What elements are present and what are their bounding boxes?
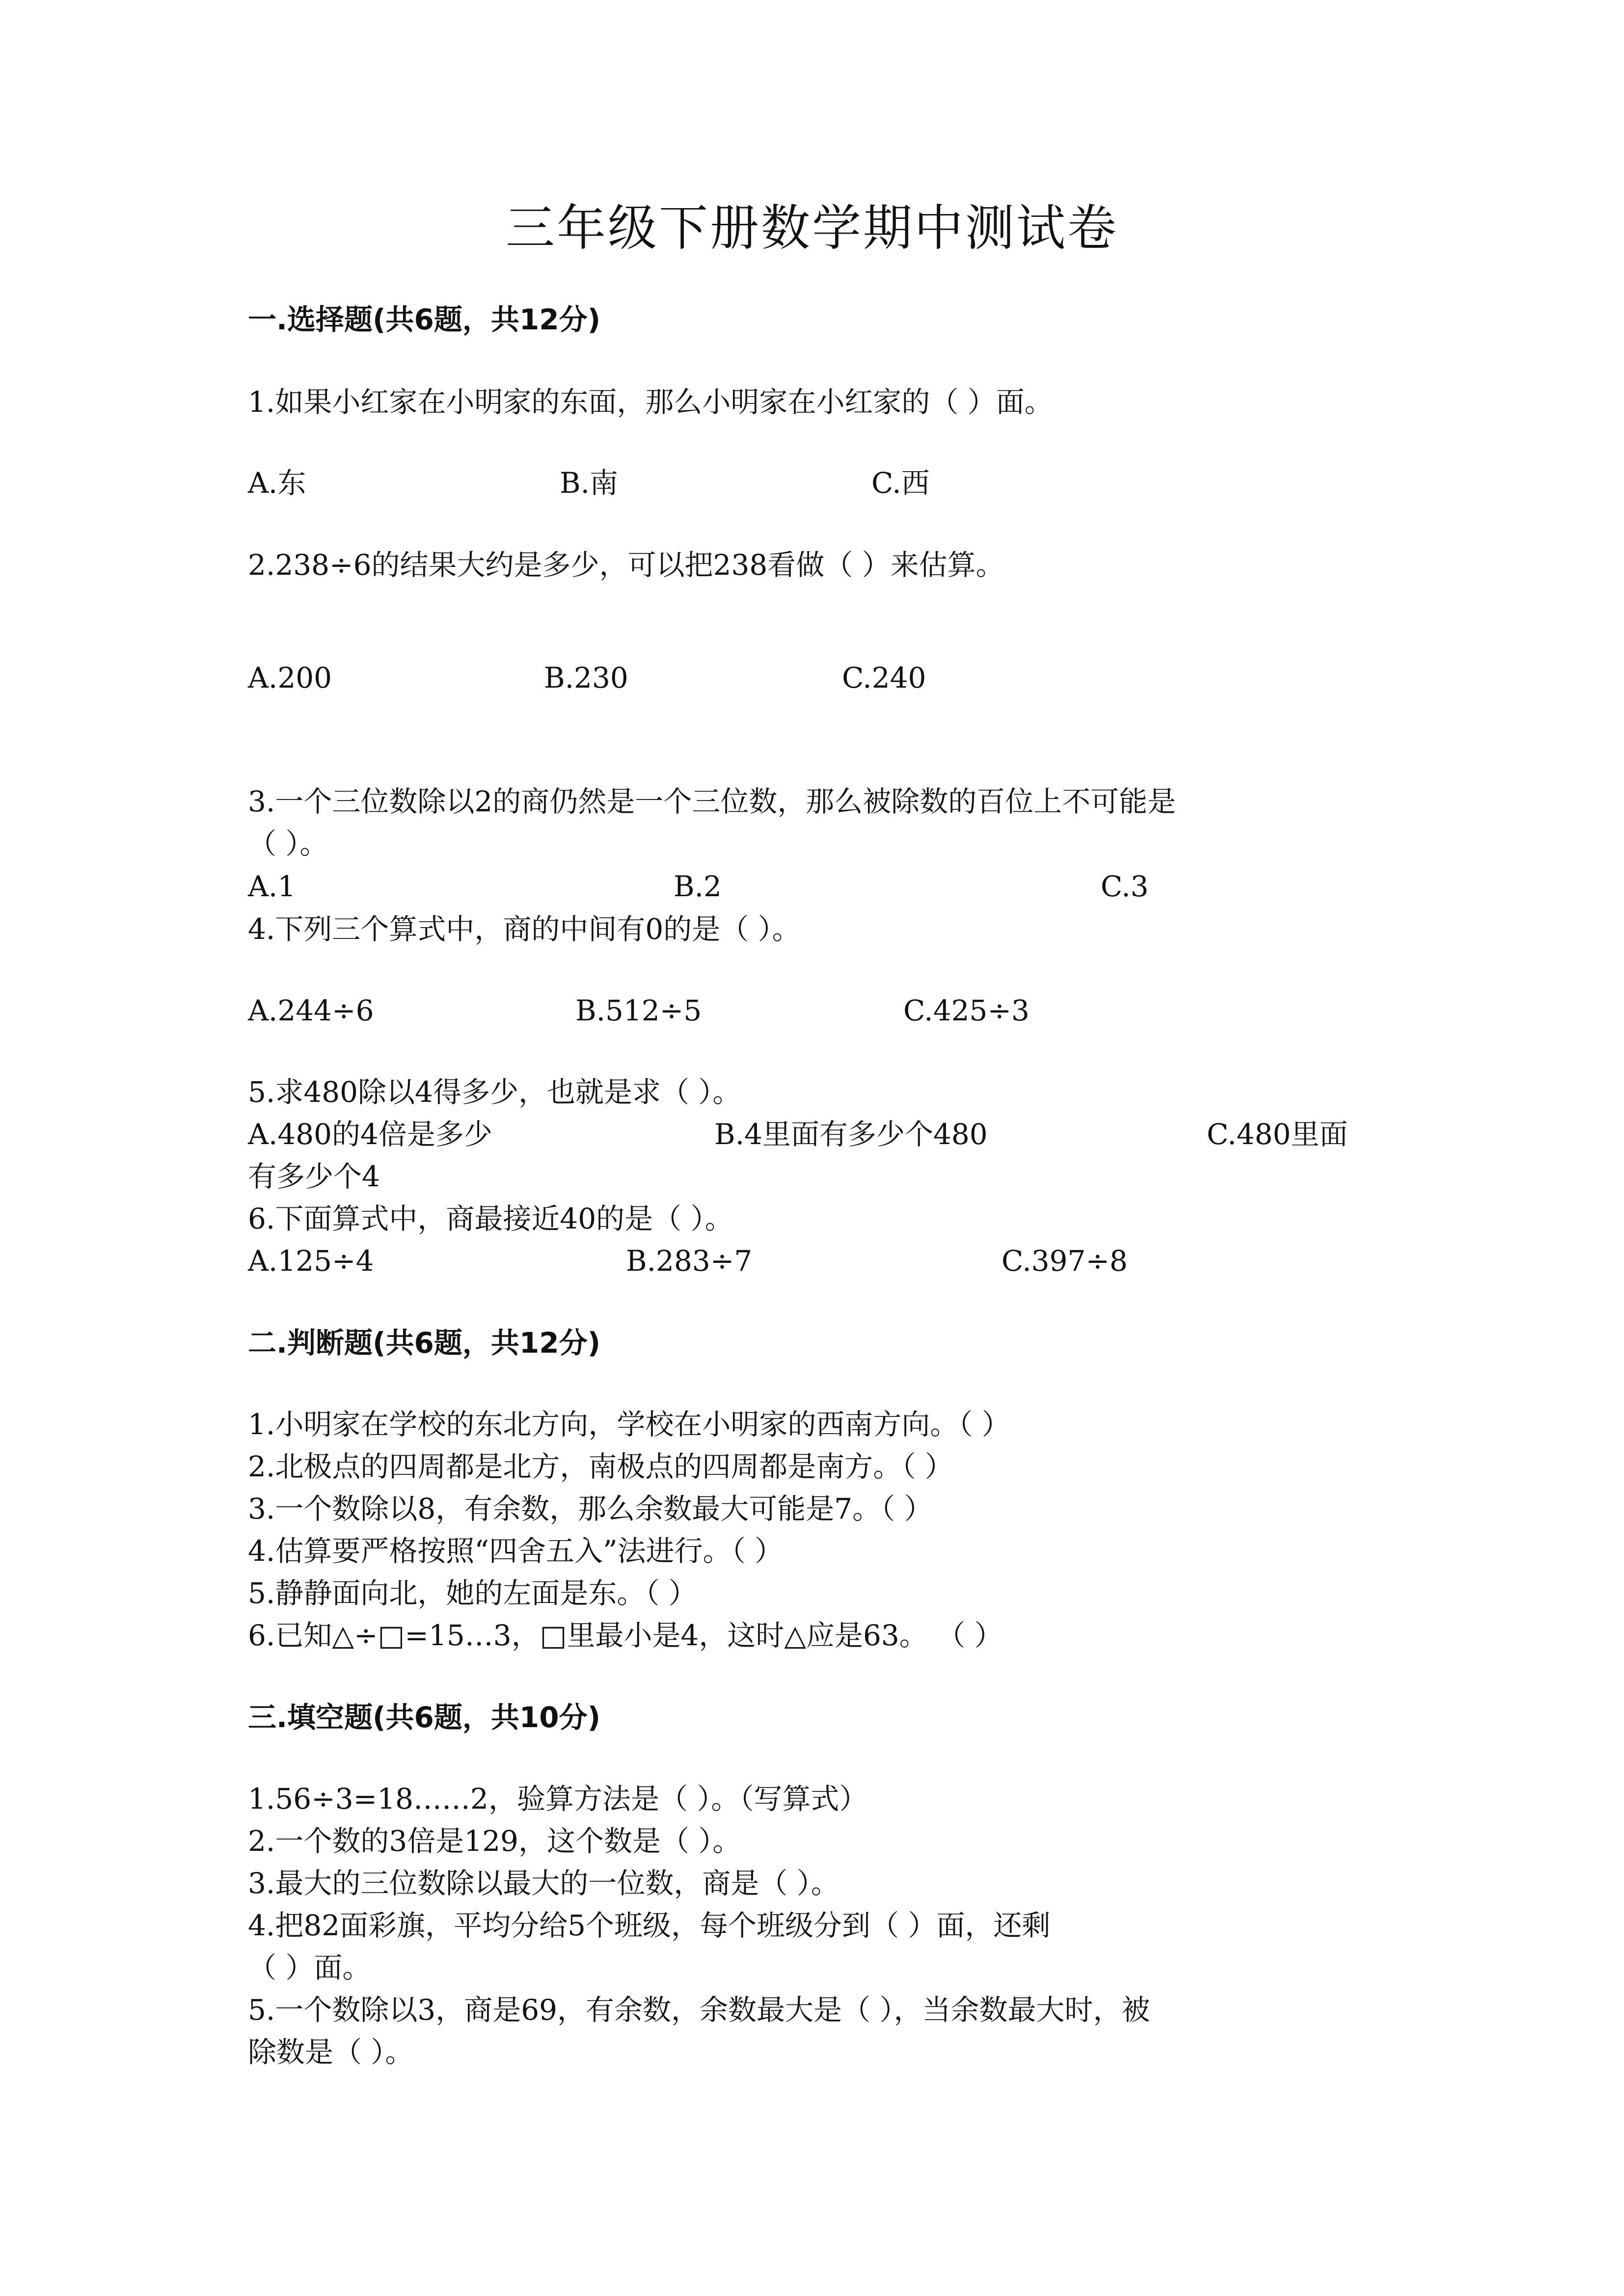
q2-option-a: A.200 (248, 661, 332, 694)
q6-option-c: C.397÷8 (1001, 1244, 1128, 1278)
q3-option-b: B.2 (674, 870, 722, 903)
judge-item-6: 6.已知△÷□=15…3，□里最小是4，这时△应是63。 （ ） (248, 1619, 1003, 1652)
q6-option-a: A.125÷4 (248, 1244, 374, 1278)
q3-option-a: A.1 (248, 870, 296, 903)
q1-option-b: B.南 (560, 466, 619, 500)
q2-stem: 2.238÷6的结果大约是多少，可以把238看做（ ）来估算。 (248, 548, 1004, 582)
q3-option-c: C.3 (1101, 870, 1149, 903)
q1-option-c: C.西 (871, 466, 930, 500)
judge-item-3: 3.一个数除以8，有余数，那么余数最大可能是7。（ ） (248, 1492, 933, 1525)
q5-stem: 5.求480除以4得多少，也就是求（ ）。 (248, 1075, 741, 1109)
judge-item-2: 2.北极点的四周都是北方，南极点的四周都是南方。（ ） (248, 1450, 953, 1483)
section-heading-fill: 三.填空题(共6题，共10分) (248, 1701, 601, 1734)
q2-option-b: B.230 (544, 661, 628, 694)
fill-item-3: 3.最大的三位数除以最大的一位数，商是（ ）。 (248, 1867, 839, 1900)
section-heading-choice: 一.选择题(共6题，共12分) (248, 303, 601, 336)
page-title: 三年级下册数学期中测试卷 (506, 199, 1118, 257)
q4-option-a: A.244÷6 (248, 994, 374, 1027)
q3-stem-line2: （ ）。 (248, 827, 328, 860)
fill-item-5-line1: 5.一个数除以3，商是69，有余数，余数最大是（ ），当余数最大时，被 (248, 1993, 1150, 2027)
q4-option-c: C.425÷3 (903, 994, 1029, 1027)
q4-option-b: B.512÷5 (575, 994, 702, 1027)
fill-item-4-line2: （ ）面。 (248, 1951, 371, 1984)
q5-option-c-line2: 有多少个4 (248, 1160, 380, 1193)
q5-option-c-line1: C.480里面 (1207, 1118, 1348, 1151)
q1-stem: 1.如果小红家在小明家的东面，那么小明家在小红家的（ ）面。 (248, 385, 1053, 419)
q2-option-c: C.240 (842, 661, 926, 694)
q5-option-b: B.4里面有多少个480 (714, 1118, 988, 1151)
q4-stem: 4.下列三个算式中，商的中间有0的是（ ）。 (248, 912, 801, 946)
section-heading-judge: 二.判断题(共6题，共12分) (248, 1326, 601, 1360)
judge-item-1: 1.小明家在学校的东北方向，学校在小明家的西南方向。（ ） (248, 1408, 1010, 1441)
fill-item-5-line2: 除数是（ ）。 (248, 2035, 414, 2069)
judge-item-5: 5.静静面向北，她的左面是东。（ ） (248, 1576, 697, 1610)
fill-item-2: 2.一个数的3倍是129，这个数是（ ）。 (248, 1824, 741, 1858)
fill-item-1: 1.56÷3=18……2，验算方法是（ ）。（写算式） (248, 1782, 868, 1815)
q3-stem-line1: 3.一个三位数除以2的商仍然是一个三位数，那么被除数的百位上不可能是 (248, 785, 1176, 818)
q5-option-a: A.480的4倍是多少 (248, 1118, 492, 1151)
q6-stem: 6.下面算式中，商最接近40的是（ ）。 (248, 1202, 733, 1235)
judge-item-4: 4.估算要严格按照“四舍五入”法进行。（ ） (248, 1534, 784, 1568)
fill-item-4-line1: 4.把82面彩旗，平均分给5个班级，每个班级分到（ ）面，还剩 (248, 1909, 1051, 1942)
q1-option-a: A.东 (248, 466, 306, 500)
q6-option-b: B.283÷7 (626, 1244, 753, 1278)
